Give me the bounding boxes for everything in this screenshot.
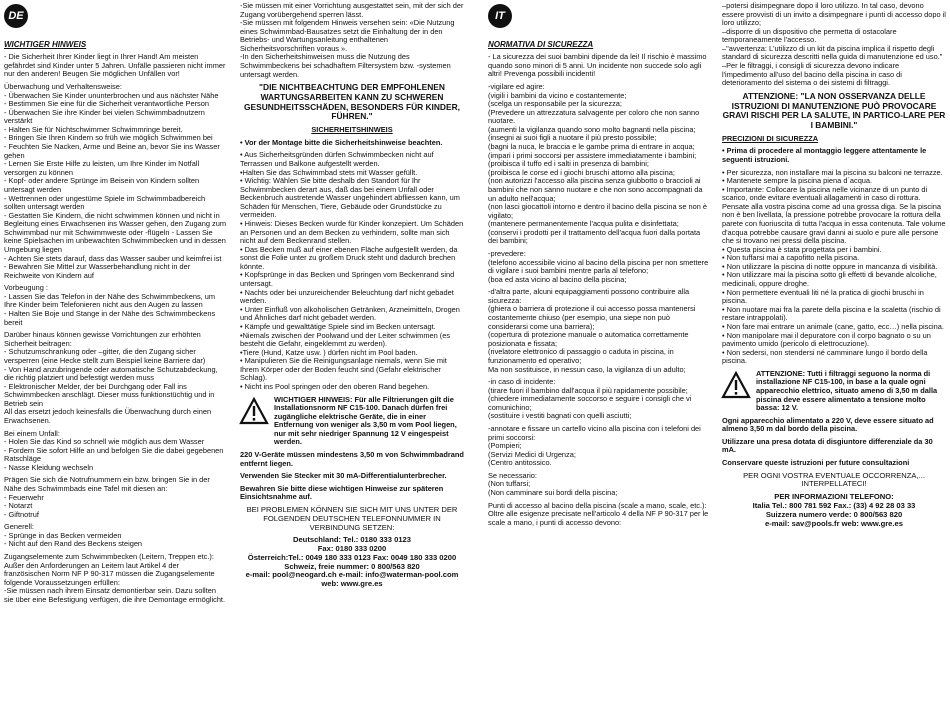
de-contact-block	[240, 536, 464, 589]
it-column-1	[488, 40, 710, 710]
de-para: Prägen Sie sich die Notrufnummern ein bzw. bringen Sie in der Nähe des Schwimmbads eine Tafel mit diesen an: - Feuerwehr - Notarzt - Giftnotruf	[4, 475, 210, 519]
de-para: - Die Sicherheit Ihrer Kinder liegt in Ihrer Hand! Am meisten gefährdet sind Kinder unter 5 Jahren. Unfälle passieren nicht immer nur den anderen! Beugen Sie möglichen Unfällen vor!	[4, 52, 228, 79]
it-notice-title: NORMATIVA DI SICUREZZA	[488, 40, 594, 49]
de-para: Bei einem Unfall: - Holen Sie das Kind so schnell wie möglich aus dem Wasser - Fordern Sie sofort Hilfe an und befolgen Sie die dabei gegebenen Ratschläge - Nasse Kleidung wechseln	[4, 428, 224, 472]
de-contact-line: Schweiz, freie nummer: 0 800/563 820	[284, 561, 420, 571]
de-col2-intro: -Sie müssen mit einer Vorrichtung ausgestattet sein, mit der sich der Zugang vorübergehend sperren lässt. -Sie müssen mit folgendem Hinweis versehen sein: «Die Nutzung eines Schwimmbad-Bausatzes setzt die Einhaltung der in den Betriebs- und Wartungsanleitung enthaltenen Sicherheitsvorschriften voraus ». -In den Sicherheitshinweisen muss die Nutzung des Schwimmbeckens bei schadhaftem Filtersystem bzw. -systemen untersagt werden.	[240, 1, 464, 79]
it-contact-line: Suizzera numero verde: 0 800/563 820	[765, 509, 903, 519]
de-after-para: Bewahren Sie bitte diese wichtigen Hinweise zur späteren Einsichtsnahme auf.	[240, 483, 446, 502]
de-contact-line: Deutschland: Tel.: 0180 333 0123	[292, 535, 412, 545]
it-contact-block	[722, 493, 946, 528]
it-para: Punti di accesso al bacino della piscina (scale a mano, scale, etc.): Oltre alle esigenze precisate nell'articolo 4 della NF P 90-317 per le scale a mano, i punti di accesso devono:	[488, 500, 709, 527]
it-para: -annotare e fissare un cartello vicino alla piscina con i telefoni dei primi soccorsi: (Pompieri; (Servizi Medici di Urgenza; (Centro antitossico.	[488, 423, 701, 468]
warning-triangle-icon	[240, 398, 268, 424]
it-col4-intro: –potersi disimpegnare dopo il loro utilizzo. In tal caso, devono essere provvisti di un invito a disimpegnare i punti di accesso dopo il loro utilizzo; –disporre di un dispositivo che permetta di ostacolare temporaneamente l'accesso. –"avvertenza: L'utilizzo di un kit da piscina implica il rispetto degli standard di sicurezza descritti nella guida di manutenzione ed uso." –Per le filtraggi, i consigli di sicurezza devono indicare l'impedimento all'uso del bacino della piscina in caso di deterioramento del sistema o dei sistemi di filtraggi.	[722, 1, 946, 88]
de-maintenance-caution: "DIE NICHTBEACHTUNG DER EMPFOHLENEN WARTUNGSARBEITEN KANN ZU SCHWEREN GESUNDHEITSSCHÄDEN, BESONDERS FÜR KINDER, FÜHREN."	[244, 82, 463, 122]
it-contact-line: PER INFORMAZIONI TELEFONO:	[774, 492, 894, 502]
it-para: -vigilare ed agire: (vigili i bambini da vicino e costantemente; (scelga un responsabile per la sicurezza; (Prevedere un attrezzatura salvagente per coloro che non sanno nuotare. (aumenti la vigilanza quando sono molto bagnanti nella piscina; (insegni ai suoi figli a nuotare il più presto possibile; (bagni la nuca, le braccia e le gambe prima di entrare in acqua; (impari i primi soccorsi per assistere immediatamente i bambini; (proibisca il tuffo ed i salti in presenza di bambini; (proibisca le corse ed i giochi bruschi attorno alla piscina; (non autorizzi l'accesso alla piscina senza giubbotto o braccioli ai bambini che non sanno nuotare e che non sono accompagnati da un adulto nell'acqua; (non lasci giocattoli intorno e dentro il bacino della piscina se non è vigilato; (mantenere permanentemente l'acqua pulita e disinfettata; (conservi i prodotti per il trattamento dell'acqua fuori dalla portata dei bambini;	[488, 82, 707, 246]
de-contact-line[interactable]: e-mail: pool@neogard.ch e-mail: info@waterman-pool.com	[245, 570, 459, 580]
it-contact-line: Italia Tel.: 800 781 592 Fax.: (33) 4 92 28 03 33	[752, 500, 916, 510]
de-para: Vorbeugung : - Lassen Sie das Telefon in der Nähe des Schwimmbeckens, um Ihre Kinder beim Telefonieren nicht aus den Augen zu lassen - Halten Sie Boje und Stange in der Nähe des Schwimmbeckens bereit	[4, 283, 216, 327]
language-badge-de: DE	[4, 4, 28, 28]
de-contact-line: Österreich:Tel.: 0049 180 333 0123 Fax: 0049 180 333 0200	[247, 552, 457, 562]
it-safety-para: • Per sicurezza, non installare mai la piscina su balconi ne terrazze. • Mantenete sempre la piscina piena d´acqua. • Importante: Collocare la piscina nelle vicinanze di un punto di scarico, onde evitare eventuali allagamenti in caso di rottura. Pensate alla vostra piscina come ad una grossa diga. Se la piscina non è ben livellata, la pressione potrebbe provocare la rottura della parete con fuoriuscita di tutta l'acqua in essa contenuta. Tale volume d'acqua potrebbe causare gravi danni ai suolo e pure alle persone che si trovano nei pressi della piscina. • Questa piscina è stata progettata per i bambini. • Non tuffarsi mai a capofitto nella piscina. • Non utilizzare la piscina di notte oppure in mancanza di visibilità. • Non utilizzare mai la piscina sotto gli effetti di bevande alcoliche, medicinali, oppure droghe. • Non permettere eventuali liti né la pratica di giochi bruschi in piscina. • Non nuotare mai fra la parete della piscina e la scaletta (rischio di restare intrappolati). • Non fare mai entrare un animale (cane, gatto, ecc…) nella piscina. • Non manipolare mai il depuratore con il corpo bagnato o su un pavimento umido (pericolo di elettrocuzione). • Non sedersi, non stendersi né camminare lungo il bordo della piscina.	[722, 167, 946, 366]
de-notice-title: WICHTIGER HINWEIS	[4, 40, 87, 49]
it-after-para: Conservare queste istruzioni per future consultazioni	[722, 458, 910, 468]
de-para: Darüber hinaus können gewisse Vorrichtungen zur erhöhten Sicherheit beitragen: - Schutzumschrankung oder –gitter, die den Zugang sicher versperren (eine Hecke stellt zum Beispiel keine Barriere dar) - Von Hand anzubringende oder automatische Schutzabdeckung, die richtig platziert und befestigt werden muss - Elektronischer Melder, der bei Durchgang oder Fall ins Schwimmbecken anschlägt. Dieser muss funktionstüchtig und in Betrieb sein All das ersetzt jedoch keinesfalls die Überwachung durch einen Erwachsenen.	[4, 330, 218, 425]
it-warning-text: ATTENZIONE: Tutti i filtraggi seguono la norma di installazione NF C15-100, in base a la quale ogni apparecchio elettrico, situato ameno di 3,50 m dalla piscina deve essere alimentato a tensione molto bassa: 12 V.	[756, 368, 938, 413]
it-column-2	[722, 2, 946, 710]
de-safety-para: • Aus Sicherheitsgründen dürfen Schwimmbecken nicht auf Terrassen und Balkone aufgestellt werden. •Halten Sie das Schwimmbad stets mit Wasser gefüllt. • Wichtig: Wählen Sie bitte deshalb den Standort für Ihr Schwimmbecken derart aus, daß das bei einem Unfall oder Beckenbruch austretende Wasser ungehindert abfliessen kann, um Schäden für Menschen, Tiere, Gebäude oder Grundstücke zu vermeiden. • Hinweis: Dieses Becken wurde für Kinder konzepiert. Um Schäden an Personen und an dem Becken zu verhindern, sollte man sich nicht auf dem Beckenrand stellen. • Das Becken muß auf einer ebenen Fläche aufgestellt werden, da sonst die Folie unter zu großem Druck steht und dadurch brechen könnte. • Kopfsprünge in das Becken und Springen vom Beckenrand sind untersagt. • Nachts oder bei unzureichender Beleuchtung darf nicht gebadet werden. • Unter Einfluß von alkoholischen Getränken, Arzneimitteln, Drogen und Ähnliches darf nicht gebadet werden. • Kämpfe und gewalttätige Spiele sind im Becken untersagt. •Niemals zwischen der Poolwand und der Leiter schwimmen (es besteht die Gefahr, eingeklemmt zu werden). •Tiere (Hund, Katze usw. ) dürfen nicht im Pool baden. • Manipulieren Sie die Reinigungsanlage niemals, wenn Sie mit Ihrem Körper oder der Boden feucht sind (Gefahr elektrischer Schlag). • Nicht ins Pool springen oder den oberen Rand begehen.	[240, 150, 464, 391]
de-warning-text: WICHTIGER HINWEIS: Für alle Filtrierungen gilt die Installationsnorm NF C15-100. Danach dürfen frei zugängliche elektrische Geräte, die in einer Entfernung von weniger als 3,50 m vom Pool liegen, nur mit sehr niedriger Spannung 12 V eingespeist werden.	[274, 394, 457, 447]
it-safety-title: PRECIZIONI DI SICUREZZA	[722, 133, 819, 143]
de-para: Überwachung und Verhaltensweise: - Überwachen Sie Kinder ununterbrochen und aus nächster Nähe - Bestimmen Sie eine für die Sicherheit verantwortliche Person - Überwachen Sie ihre Kinder bei vielen Schwimmbadnutzern verstärkt - Halten Sie für Nichtschwimmer Schwimmringe bereit. - Bringen Sie Ihren Kindern so früh wie möglich Schwimmen bei - Feuchten Sie Nacken, Arme und Beine an, bevor Sie ins Wasser gehen - Lernen Sie Erste Hilfe zu leisten, um Ihre Kinder im Notfall versorgen zu können - Kopf- oder andere Sprünge im Beisein von Kindern sollten untersagt werden - Wettrennen oder ungestüme Spiele im Schwimmbadbereich sollten untersagt werden - Gestatten Sie Kindern, die nicht schwimmen können und nicht in Begleitung eines Erwachsenen ins Wasser gehen, den Zugang zum Schwimmbad nur mit Schwimmweste oder -flügeln - Lassen Sie keine Spielsachen im unbewachten Schwimmbecken und in dessen Umgebung liegen - Achten Sie stets darauf, dass das Wasser sauber und keimfrei ist - Bewahren Sie Mittel zur Wasserbehandlung nicht in der Reichweite von Kindern auf	[4, 82, 226, 280]
de-safety-title: SICHERHEITSHINWEIS	[311, 125, 393, 135]
de-para: Generell: - Sprünge in das Becken vermeiden - Nicht auf den Rand des Beckens steigen	[4, 522, 143, 549]
it-problems-text: PER OGNI VOSTRA EVENTUALE OCCORRENZA,... INTERPELLATECI!	[743, 470, 928, 489]
de-after-para: 220 V-Geräte müssen mindestens 3,50 m von Schwimmbadrand entfernt liegen.	[240, 450, 466, 468]
it-after-para: Ogni apparecchio alimentato a 220 V, deve essere situato ad almeno 3,50 m dal bordo della piscina.	[722, 415, 936, 434]
de-safety-para: • Vor der Montage bitte die Sicherheitshinweise beachten.	[240, 137, 443, 147]
it-para: -prevedere: (telefono accessibile vicino al bacino della piscina per non smettere di vigilare i suoi bambini mentre parla al telefono; (boa ed asta vicino al bacino della piscina;	[488, 248, 709, 284]
it-safety-para: • Prima di procedere al montaggio leggere attentamente le seguenti istruzioni.	[722, 146, 929, 164]
de-column-2	[240, 2, 464, 710]
it-para: -in caso di incidente: (tirare fuori il bambino dall'acqua il più rapidamente possibile; (chiedere immediatamente soccorso e seguire i consigli che vi comunichino; (sostituire i vestiti bagnati con quelli asciutti;	[488, 377, 692, 421]
de-para: Zugangselemente zum Schwimmbecken (Leitern, Treppen etc.): Außer den Anforderungen an Leitern laut Artikel 4 der französischen Norm NF P 90-317 müssen die Zugangselemente folgende Voraussetzungen erfüllen: -Sie müssen nach ihrem Einsatz demontierbar sein. Dazu sollten sie über eine Befestigung verfügen, die ihre Demontage ermöglicht.	[4, 552, 226, 604]
de-electrical-warning	[240, 396, 464, 447]
it-after-para: Utilizzare una presa dotata di disgiuntore differenziale da 30 mA.	[722, 436, 935, 455]
language-badge-it: IT	[488, 4, 512, 28]
de-contact-line: Fax: 0180 333 0200	[317, 544, 387, 554]
de-contact-web[interactable]: web: www.gre.es	[321, 579, 383, 589]
it-para: -d'altra parte, alcuni equipaggiamenti possono contribuire alla sicurezza: (ghiera o barriera di protezione il cui accesso possa mantenersi costantemente chiuso (per esempio, una siepe non può considerarsi come una barriera); (copertura di protezione manuale o automatica correttamente posizionata e fissata; (rivelatore elettronico di passaggio o caduta in piscina, in funzionamento ed operativo; Ma non sostituisce, in nessun caso, la vigilanza di un adulto;	[488, 287, 696, 374]
de-column-1	[4, 40, 226, 710]
de-problems-text: BEI PROBLEMEN KÖNNEN SIE SICH MIT UNS UNTER DER FOLGENDEN DEUTSCHEN TELEFONNUMMER IN VERBINDUNG SETZEN:	[246, 504, 460, 532]
it-electrical-warning	[722, 370, 946, 413]
it-contact-web[interactable]: e-mail: sav@pools.fr web: www.gre.es	[765, 518, 903, 528]
it-maintenance-caution: ATTENZIONE: "LA NON OSSERVANZA DELLE ISTRUZIONI DI MANUTENZIONE PUÒ PROVOCARE GRAVI RISCHI PER LA SALUTE, IN PARTICO-LARE PER I BAMBINI."	[722, 90, 948, 131]
de-after-para: Verwenden Sie Stecker mit 30 mA-Differentialunterbrecher.	[240, 471, 447, 481]
it-para: Se necessario: (Non tuffarsi; (Non camminare sui bordi della piscina;	[488, 470, 618, 498]
warning-triangle-icon	[722, 372, 750, 398]
it-para: - La sicurezza dei suoi bambini dipende da lei! Il rischio è massimo quando sono minori di 5 anni. Un incidente non succede solo agli altri! Prevenga possibili incidenti!	[488, 52, 709, 79]
